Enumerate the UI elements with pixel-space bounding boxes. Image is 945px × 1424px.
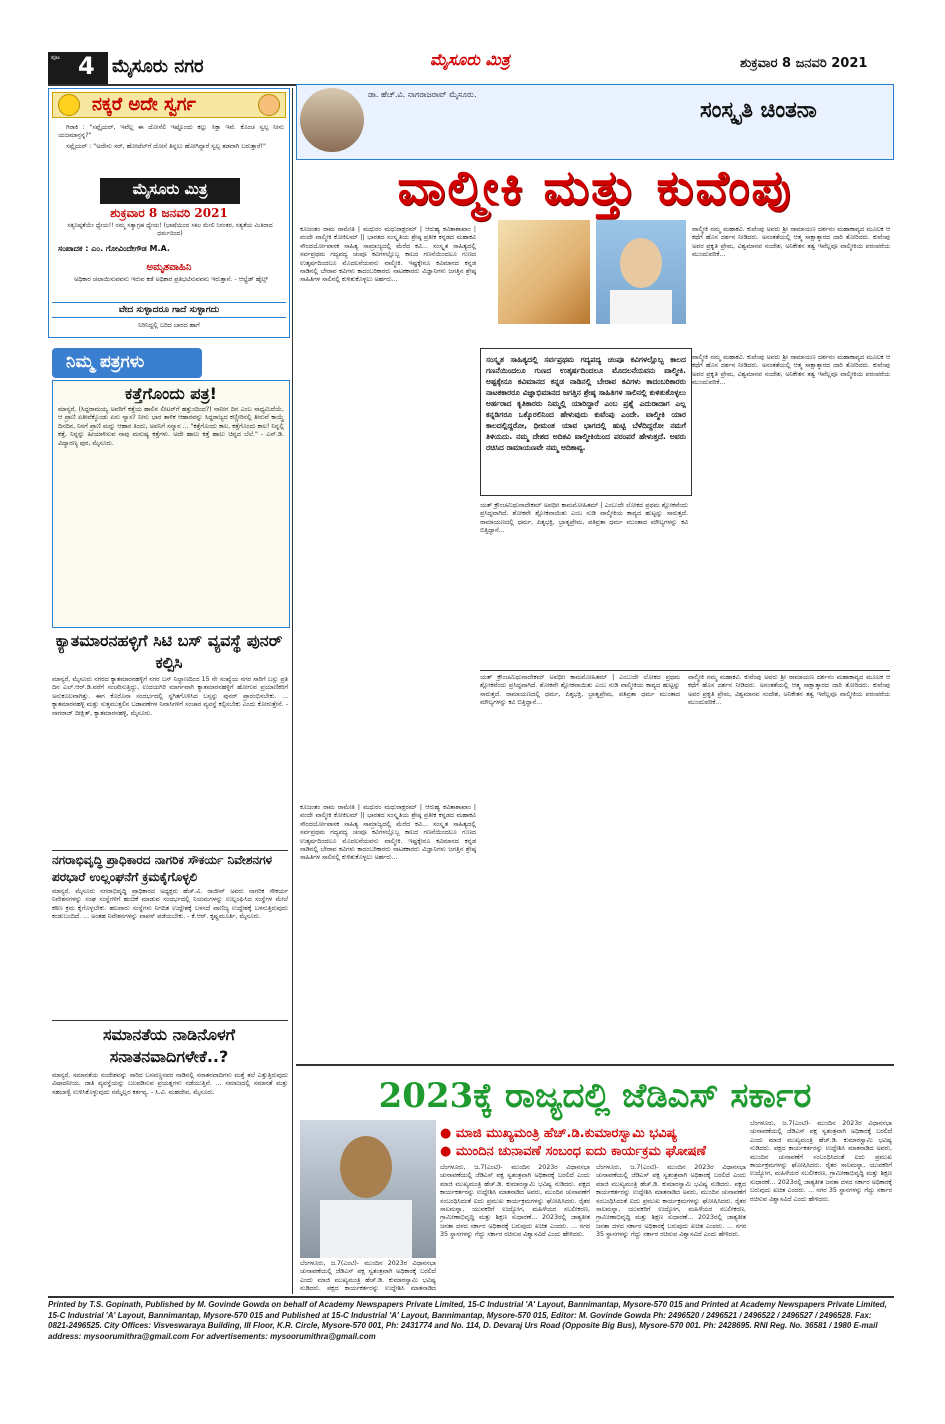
letter-title: ಕತ್ತೆಗೊಂದು ಪತ್ರ! — [125, 384, 217, 403]
issue-date: ಶುಕ್ರವಾರ 8 ಜನವರಿ 2021 — [740, 56, 868, 71]
letter-body: ಮಾನ್ಯರೆ, ಮೈಸೂರು ನಗರಾಭಿವೃದ್ಧಿ ಪ್ರಾಧಿಕಾರದ ಅಧ್ಯಕ್ಷರು ಹೆಚ್.ವಿ. ರಾಜೀವ್ ಅವರು ನಾಗರಿಕ ಸೌಕರ್ಯ ನಿವೇಶನಗಳನ್ನು ಸಂಘ ಸಂಸ್ಥೆಗಳಿಗೆ ಹಂಚಿಕೆ ಮಾಡುವ ಸಂದರ್ಭದಲ್ಲಿ ನಿಯಮಗಳನ್ನು ಉಲ್ಲಂಘಿಸಿದ ಸಂಸ್ಥೆಗಳ ಮೇಲೆ ಕಠಿಣ ಕ್ರಮ ಕೈಗೊಳ್ಳಬೇಕು. ಹಲವಾರು ಸಂಸ್ಥೆಗಳು ನಿಗದಿತ ಉದ್ದೇಶಕ್ಕೆ ಬಳಸದೆ ವಾಣಿಜ್ಯ ಉದ್ದೇಶಕ್ಕೆ ಬಳಸುತ್ತಿರುವುದು ಕಂಡುಬಂದಿದೆ. ... ಅಂತಹ ನಿವೇಶನಗಳನ್ನು ವಾಪಸ್ ಪಡೆಯಬೇಕು. - ಕೆ.ಆರ್. ಕೃಷ್ಣಮೂರ್ತಿ, ಮೈಸೂರು. — [52, 888, 288, 921]
page-label: ಪುಟ — [51, 54, 60, 61]
article-column-1-bottom: ಕೂಜಂತಂ ರಾಮ ರಾಮೇತಿ | ಮಧುರಂ ಮಧುರಾಕ್ಷರಮ್ | ಆರುಹ್ಯ ಕವಿತಾಶಾಖಾಂ | ವಂದೇ ವಾಲ್ಮೀಕಿ ಕೋಕಿಲಮ್ || ಭಾರತದ ಸಂಸ್ಕೃತಿಯ ಶ್ರೇಷ್ಠ ಪ್ರತೀಕ ಕನ್ನಡದ ಮಹಾಕವಿ ಸೌಂದರ್ಯೋಪಾಸಕ ಸಾಹಿತ್ಯ ಸಾಮ್ರಾಜ್ಯದಲ್ಲಿ ಮೆರೆದ ಕವಿ... ಸಂಸ್ಕೃತ ಸಾಹಿತ್ಯದಲ್ಲಿ ಸರ್ವಪ್ರಥಮ ಗದ್ಯಪದ್ಯ ಚಂಪೂ ಕವಿಗಳಲ್ಲೊಬ್ಬ ಕಾಲದ ಗಣನೆಯಿಂದಲೂ ಗುಣದ ಉತ್ಕರ್ಷದಿಂದಲೂ ಮೊದಲನೆಯವನು ವಾಲ್ಮೀಕಿ. ಇಷ್ಟಕ್ಕೇನೂ ಕವಿಮಾನದ ಕನ್ನಡ ನಾಡಿನಲ್ಲಿ ಬೇರಾವ ಕವಿಗಳು ಕಾದಂಬರಿಕಾರರು ನಾಟಕಕಾರರು ವಿಜ್ಞಾನಿಗಳು ಜಗತ್ತಿನ ಶ್ರೇಷ್ಠ ಸಾಹಿತಿಗಳ ಸಾಲಿನಲ್ಲಿ ಕುಳಿತುಕೊಳ್ಳಲು ಅರ್ಹರು... — [300, 804, 476, 862]
divider — [52, 850, 288, 851]
letter-body: ಮಾನ್ಯರೆ, ಸಮಾನತೆಯ ಸಂದೇಶವನ್ನು ಸಾರಿದ ಬಸವಣ್ಣನವರ ನಾಡಿನಲ್ಲಿ ಸನಾತನವಾದಿಗಳು ಮತ್ತೆ ತಲೆ ಎತ್ತುತ್ತಿರುವುದು ವಿಷಾದನೀಯ. ಜಾತಿ ವ್ಯವಸ್ಥೆಯನ್ನು ಬಲಪಡಿಸುವ ಪ್ರಯತ್ನಗಳು ನಡೆಯುತ್ತಿವೆ. ... ಸಮಾಜದಲ್ಲಿ ಸಮಾನತೆ ಮತ್ತು ಸಹಬಾಳ್ವೆ ಉಳಿಸಿಕೊಳ್ಳುವುದು ನಮ್ಮೆಲ್ಲರ ಕರ್ತವ್ಯ. - ಸಿ.ವಿ. ಮಹದೇವ, ಮೈಸೂರು. — [52, 1072, 288, 1096]
article-column-2: ಯತ್ ಕ್ರೌಂಚಮಿಥುನಾದೇಕಮ್ ಅವಧೀಃ ಕಾಮಮೋಹಿತಮ್ | ಎಂಬುದೇ ಲೋಕದ ಪ್ರಥಮ ಶ್ಲೋಕವೆಂದು ಪ್ರಸಿದ್ಧವಾಗಿದೆ. ಶೋಕವೇ ಶ್ಲೋಕವಾಯಿತು ಎಂಬ ನುಡಿ ವಾಲ್ಮೀಕಿಯ ಕಾವ್ಯದ ಹುಟ್ಟನ್ನು ಸಾರುತ್ತದೆ. ರಾಮಾಯಣದಲ್ಲಿ ಧರ್ಮ, ಪಿತೃಭಕ್ತಿ, ಭ್ರಾತೃಪ್ರೇಮ, ಪತಿವ್ರತಾ ಧರ್ಮ ಮುಂತಾದ ಮೌಲ್ಯಗಳನ್ನು ಕವಿ ಬಿತ್ತಿದ್ದಾನೆ... — [480, 674, 680, 707]
author-name: ಡಾ. ಹೆಚ್.ವಿ. ನಾಗರಾಜರಾವ್ ಮೈಸೂರು. — [368, 90, 477, 99]
article-column-3: ವಾಲ್ಮೀಕಿ ನಮ್ಮ ಮಹಾಕವಿ. ಕುವೆಂಪು ಅವರು ಶ್ರೀ ರಾಮಾಯಣ ದರ್ಶನಂ ಮಹಾಕಾವ್ಯದ ಮೂಲಕ ಆ ಕಥೆಗೆ ಹೊಸ ದರ್ಶನ ನೀಡಿದರು. ಅನಂತತೆಯಲ್ಲಿ ಆತ್ಮ ಸಾಕ್ಷಾತ್ಕಾರದ ದಾರಿ ತೋರಿದರು. ಕುವೆಂಪು ಅವರ ಪ್ರಕೃತಿ ಪ್ರೇಮ, ವಿಶ್ವಮಾನವ ಸಂದೇಶ, ಅನಿಕೇತನ ತತ್ವ ಇವೆಲ್ಲವೂ ವಾಲ್ಮೀಕಿಯ ಪರಂಪರೆಯ ಮುಂದುವರಿಕೆ... — [692, 354, 890, 387]
jds-column-0: ಬೆಂಗಳೂರು, ಜ.7(ಎಂಟಿ)- ಮುಂದಿನ 2023ರ ವಿಧಾನಸಭಾ ಚುನಾವಣೆಯಲ್ಲಿ ಜೆಡಿಎಸ್ ಪಕ್ಷ ಸ್ವತಂತ್ರವಾಗಿ ಅಧಿಕಾರಕ್ಕೆ ಬರಲಿದೆ ಎಂದು ಮಾಜಿ ಮುಖ್ಯಮಂತ್ರಿ ಹೆಚ್.ಡಿ. ಕುಮಾರಸ್ವಾಮಿ ಭವಿಷ್ಯ ನುಡಿದರು. ಪಕ್ಷದ ಕಾರ್ಯಕರ್ತರನ್ನು ಉದ್ದೇಶಿಸಿ ಮಾತನಾಡಿದ — [300, 1260, 436, 1293]
joke-line: ಸಪ್ಲೈಯರ್ : "ಅದೇನು ಸರ್, ಹೋಟೆಲ್‌ಗೆ ದೋಸೆ ತಿನ್ನಲು ಹೋಗಿದ್ದಾರೆ ಸ್ವಲ್ಪ ತಡವಾಗಿ ಬರುತ್ತಾರೆ!" — [66, 142, 266, 150]
article-column-2-top: ಯತ್ ಕ್ರೌಂಚಮಿಥುನಾದೇಕಮ್ ಅವಧೀಃ ಕಾಮಮೋಹಿತಮ್ | ಎಂಬುದೇ ಲೋಕದ ಪ್ರಥಮ ಶ್ಲೋಕವೆಂದು ಪ್ರಸಿದ್ಧವಾಗಿದೆ. ಶೋಕವೇ ಶ್ಲೋಕವಾಯಿತು ಎಂಬ ನುಡಿ ವಾಲ್ಮೀಕಿಯ ಕಾವ್ಯದ ಹುಟ್ಟನ್ನು ಸಾರುತ್ತದೆ. ರಾಮಾಯಣದಲ್ಲಿ ಧರ್ಮ, ಪಿತೃಭಕ್ತಿ, ಭ್ರಾತೃಪ್ರೇಮ, ಪತಿವ್ರತಾ ಧರ್ಮ ಮುಂತಾದ ಮೌಲ್ಯಗಳನ್ನು ಕವಿ ಬಿತ್ತಿದ್ದಾನೆ... — [480, 502, 688, 535]
logo-date: ಶುಕ್ರವಾರ 8 ಜನವರಿ 2021 — [110, 206, 228, 220]
cartoon-figure-icon — [258, 94, 280, 116]
article-column-4: ವಾಲ್ಮೀಕಿ ನಮ್ಮ ಮಹಾಕವಿ. ಕುವೆಂಪು ಅವರು ಶ್ರೀ ರಾಮಾಯಣ ದರ್ಶನಂ ಮಹಾಕಾವ್ಯದ ಮೂಲಕ ಆ ಕಥೆಗೆ ಹೊಸ ದರ್ಶನ ನೀಡಿದರು. ಅನಂತತೆಯಲ್ಲಿ ಆತ್ಮ ಸಾಕ್ಷಾತ್ಕಾರದ ದಾರಿ ತೋರಿದರು. ಕುವೆಂಪು ಅವರ ಪ್ರಕೃತಿ ಪ್ರೇಮ, ವಿಶ್ವಮಾನವ ಸಂದೇಶ, ಅನಿಕೇತನ ತತ್ವ ಇವೆಲ್ಲವೂ ವಾಲ್ಮೀಕಿಯ ಪರಂಪರೆಯ ಮುಂದುವರಿಕೆ... — [688, 674, 890, 707]
footer-rule — [48, 1296, 894, 1298]
author-photo — [300, 88, 364, 152]
jds-subhead-2: ● ಮುಂದಿನ ಚುನಾವಣೆ ಸಂಬಂಧ ಐದು ಕಾರ್ಯಕ್ರಮ ಘೋಷಣೆ — [440, 1144, 707, 1159]
article-column-3-top: ವಾಲ್ಮೀಕಿ ನಮ್ಮ ಮಹಾಕವಿ. ಕುವೆಂಪು ಅವರು ಶ್ರೀ ರಾಮಾಯಣ ದರ್ಶನಂ ಮಹಾಕಾವ್ಯದ ಮೂಲಕ ಆ ಕಥೆಗೆ ಹೊಸ ದರ್ಶನ ನೀಡಿದರು. ಅನಂತತೆಯಲ್ಲಿ ಆತ್ಮ ಸಾಕ್ಷಾತ್ಕಾರದ ದಾರಿ ತೋರಿದರು. ಕುವೆಂಪು ಅವರ ಪ್ರಕೃತಿ ಪ್ರೇಮ, ವಿಶ್ವಮಾನವ ಸಂದೇಶ, ಅನಿಕೇತನ ತತ್ವ ಇವೆಲ್ಲವೂ ವಾಲ್ಮೀಕಿಯ ಪರಂಪರೆಯ ಮುಂದುವರಿಕೆ... — [692, 226, 890, 259]
joke-line: ಗಿರಾಕಿ : "ಸಪ್ಲೈಯರ್, ಇವೆಲ್ಲ ಈ ದೋಸೆಲಿ ಇಷ್ಟೊಂದು ಕಲ್ಲು ಸಿಕ್ತಾ ಇವೆ. ಕೊಂಚ ಸ್ವಲ್ಪ ನೀನು ಯಜಮಾನ್ರನ್ನ?" — [58, 124, 284, 140]
imprint-footer: Printed by T.S. Gopinath, Published by M. Govinde Gowda on behalf of Academy Newspapers Private Limited, 15-C Industrial 'A' Layout, Bannimantap, Mysore-570 015 and Printed at Academy Newspapers Private Limited, 15-C Industrial 'A' Layout, Bannimantap, Mysore-570 015 and Published at 15-C Industrial 'A' Layout, Bannimantap, Mysore-570 015, Editor: M. Govinde Gowda Ph: 2496520 / 2496521 / 2496522 / 2496527 / 2496528. Fax: 0821-2496525. City Offices: Visveswaraya Building, III Floor, K.R. Circle, Mysore-570 001, Ph: 2431774 and No. 114, D. Devaraj Urs Road (Opposite Big Bus), Mysore-570 001. Ph: 2428695. RNI Reg. No. 36581 / 1980 E-mail address: mysoorumithra@gmail.com For advertisements: mysoorumithra@gmail.com — [48, 1300, 887, 1341]
proverb-text: ನಿರಿನಿದ್ದಲ್ಲಿ ಬರಿದ ಬಾರದ ಹಾಗೆ — [138, 322, 200, 329]
letter-title: ನಗರಾಭಿವೃದ್ಧಿ ಪ್ರಾಧಿಕಾರದ ನಾಗರಿಕ ಸೌಕರ್ಯ ನಿವೇಶನಗಳ ಪರಭಾರೆ ಉಲ್ಲಂಘನೆಗೆ ಕ್ರಮಕೈಗೊಳ್ಳಲಿ — [52, 853, 273, 884]
jds-column-3: ಬೆಂಗಳೂರು, ಜ.7(ಎಂಟಿ)- ಮುಂದಿನ 2023ರ ವಿಧಾನಸಭಾ ಚುನಾವಣೆಯಲ್ಲಿ ಜೆಡಿಎಸ್ ಪಕ್ಷ ಸ್ವತಂತ್ರವಾಗಿ ಅಧಿಕಾರಕ್ಕೆ ಬರಲಿದೆ ಎಂದು ಮಾಜಿ ಮುಖ್ಯಮಂತ್ರಿ ಹೆಚ್.ಡಿ. ಕುಮಾರಸ್ವಾಮಿ ಭವಿಷ್ಯ ನುಡಿದರು. ಪಕ್ಷದ ಕಾರ್ಯಕರ್ತರನ್ನು ಉದ್ದೇಶಿಸಿ ಮಾತನಾಡಿದ ಅವರು, ಮುಂದಿನ ಚುನಾವಣೆಗೆ ಸಂಬಂಧಿಸಿದಂತೆ ಐದು ಪ್ರಮುಖ ಕಾರ್ಯಕ್ರಮಗಳನ್ನು ಘೋಷಿಸಿದರು. ರೈತರ ಸಾಲಮನ್ನಾ, ಯುವಕರಿಗೆ ಉದ್ಯೋಗ, ಮಹಿಳೆಯರ ಸಬಲೀಕರಣ, ಗ್ರಾಮೀಣಾಭಿವೃದ್ಧಿ ಮತ್ತು ಶಿಕ್ಷಣ ಸುಧಾರಣೆ... 2023ರಲ್ಲಿ ಜಾತ್ಯತೀತ ಜನತಾ ದಳದ ಸರ್ಕಾರ ಅಧಿಕಾರಕ್ಕೆ ಬರುವುದು ಖಚಿತ ಎಂದರು. ... ನಗರ 35 ಸ್ಥಾನಗಳನ್ನು ಗೆದ್ದು ಸರ್ಕಾರ ರಚಿಸುವ ವಿಶ್ವಾಸವಿದೆ ಎಂದು ಹೇಳಿದರು. — [750, 1120, 892, 1203]
letters-title: ನಿಮ್ಮ ಪತ್ರಗಳು — [66, 352, 145, 372]
article-column-1: ಕೂಜಂತಂ ರಾಮ ರಾಮೇತಿ | ಮಧುರಂ ಮಧುರಾಕ್ಷರಮ್ | ಆರುಹ್ಯ ಕವಿತಾಶಾಖಾಂ | ವಂದೇ ವಾಲ್ಮೀಕಿ ಕೋಕಿಲಮ್ || ಭಾರತದ ಸಂಸ್ಕೃತಿಯ ಶ್ರೇಷ್ಠ ಪ್ರತೀಕ ಕನ್ನಡದ ಮಹಾಕವಿ ಸೌಂದರ್ಯೋಪಾಸಕ ಸಾಹಿತ್ಯ ಸಾಮ್ರಾಜ್ಯದಲ್ಲಿ ಮೆರೆದ ಕವಿ... ಸಂಸ್ಕೃತ ಸಾಹಿತ್ಯದಲ್ಲಿ ಸರ್ವಪ್ರಥಮ ಗದ್ಯಪದ್ಯ ಚಂಪೂ ಕವಿಗಳಲ್ಲೊಬ್ಬ ಕಾಲದ ಗಣನೆಯಿಂದಲೂ ಗುಣದ ಉತ್ಕರ್ಷದಿಂದಲೂ ಮೊದಲನೆಯವನು ವಾಲ್ಮೀಕಿ. ಇಷ್ಟಕ್ಕೇನೂ ಕವಿಮಾನದ ಕನ್ನಡ ನಾಡಿನಲ್ಲಿ ಬೇರಾವ ಕವಿಗಳು ಕಾದಂಬರಿಕಾರರು ನಾಟಕಕಾರರು ವಿಜ್ಞಾನಿಗಳು ಜಗತ್ತಿನ ಶ್ರೇಷ್ಠ ಸಾಹಿತಿಗಳ ಸಾಲಿನಲ್ಲಿ ಕುಳಿತುಕೊಳ್ಳಲು ಅರ್ಹರು... — [300, 226, 476, 284]
kuvempu-portrait — [596, 220, 686, 324]
jds-subhead-text: ಮಾಜಿ ಮುಖ್ಯಮಂತ್ರಿ ಹೆಚ್.ಡಿ.ಕುಮಾರಸ್ವಾಮಿ ಭವಿಷ್ಯ — [455, 1126, 678, 1141]
letter-title: ಕ್ಯಾತಮಾರನಹಳ್ಳಿಗೆ ಸಿಟಿ ಬಸ್ ವ್ಯವಸ್ಥೆ ಪುನರ್ ಕಲ್ಪಿಸಿ — [55, 631, 283, 672]
jds-column-1: ಬೆಂಗಳೂರು, ಜ.7(ಎಂಟಿ)- ಮುಂದಿನ 2023ರ ವಿಧಾನಸಭಾ ಚುನಾವಣೆಯಲ್ಲಿ ಜೆಡಿಎಸ್ ಪಕ್ಷ ಸ್ವತಂತ್ರವಾಗಿ ಅಧಿಕಾರಕ್ಕೆ ಬರಲಿದೆ ಎಂದು ಮಾಜಿ ಮುಖ್ಯಮಂತ್ರಿ ಹೆಚ್.ಡಿ. ಕುಮಾರಸ್ವಾಮಿ ಭವಿಷ್ಯ ನುಡಿದರು. ಪಕ್ಷದ ಕಾರ್ಯಕರ್ತರನ್ನು ಉದ್ದೇಶಿಸಿ ಮಾತನಾಡಿದ ಅವರು, ಮುಂದಿನ ಚುನಾವಣೆಗೆ ಸಂಬಂಧಿಸಿದಂತೆ ಐದು ಪ್ರಮುಖ ಕಾರ್ಯಕ್ರಮಗಳನ್ನು ಘೋಷಿಸಿದರು. ರೈತರ ಸಾಲಮನ್ನಾ, ಯುವಕರಿಗೆ ಉದ್ಯೋಗ, ಮಹಿಳೆಯರ ಸಬಲೀಕರಣ, ಗ್ರಾಮೀಣಾಭಿವೃದ್ಧಿ ಮತ್ತು ಶಿಕ್ಷಣ ಸುಧಾರಣೆ... 2023ರಲ್ಲಿ ಜಾತ್ಯತೀತ ಜನತಾ ದಳದ ಸರ್ಕಾರ ಅಧಿಕಾರಕ್ಕೆ ಬರುವುದು ಖಚಿತ ಎಂದರು. ... ನಗರ 35 ಸ್ಥಾನಗಳನ್ನು ಗೆದ್ದು ಸರ್ಕಾರ ರಚಿಸುವ ವಿಶ್ವಾಸವಿದೆ ಎಂದು ಹೇಳಿದರು. — [440, 1164, 590, 1239]
divider — [480, 670, 890, 671]
kumaraswamy-photo — [300, 1120, 436, 1258]
jds-subhead-text: ಮುಂದಿನ ಚುನಾವಣೆ ಸಂಬಂಧ ಐದು ಕಾರ್ಯಕ್ರಮ ಘೋಷಣೆ — [455, 1144, 707, 1159]
laughing-face-icon — [58, 94, 80, 116]
joke-text — [58, 124, 284, 174]
column-name: ಸಂಸ್ಕೃತಿ ಚಿಂತನಾ — [700, 98, 817, 123]
amrutha-text: ಅಧಿಕಾರ ಚಲಾಯಿಸುವವನು ಇರುವ ಕಡೆ ಅಧಿಕಾರ ಪ್ರತಿಭಟಿಸುವವನು ಇರುತ್ತಾನೆ. - ಆಲ್ಫ್ರೆಡ್ ಹೈಲ್ಸ್ — [74, 276, 268, 283]
section-name: ಮೈಸೂರು ನಗರ — [112, 56, 204, 77]
letter-title: ಸಮಾನತೆಯ ನಾಡಿನೊಳಗೆ ಸನಾತನವಾದಿಗಳೇಕೆ..? — [103, 1025, 235, 1066]
page-number-box — [48, 52, 108, 84]
section-rule — [296, 1064, 894, 1066]
newspaper-brand: ಮೈಸೂರು ಮಿತ್ರ — [430, 50, 510, 69]
page-number: 4 — [78, 52, 95, 80]
tagline: ಸತ್ಯನಿಷ್ಠತೆಯೇ ಧ್ಯೇಯ!! ನಮ್ಮ ಸತ್ಯಾಗ್ರಹ ಧ್ಯೇಯ! (ಭಾಷೆಯಿಂದ ಸಕಲ ಮೇಲಿ ನಿರಂತರ, ಸತ್ಯತೆಯ ಮಿತಿರಾದ ಧರ್ಮದಿಂದ) — [67, 222, 273, 238]
divider — [52, 1020, 288, 1021]
amrutha-title: ಅಮೃತವಾಹಿನಿ — [146, 262, 192, 273]
letter-body: ಮಾನ್ಯರೆ, ಮೈಸೂರು ನಗರದ ಕ್ಯಾತಮಾರನಹಳ್ಳಿಗೆ ನಗರ ಬಸ್ ನಿಲ್ದಾಣದಿಂದ 15 ನೇ ಸಂಖ್ಯೆಯ ನಗರ ಸಾರಿಗೆ ಬಸ್ಸು ಪ್ರತಿ ದಿನ ಎಲ್.ಆರ್.ಡಿ.ವರೆಗೆ ಸಂಚರಿಸುತ್ತಿದ್ದು, ಉದಯಗಿರಿ ಮಾರ್ಗವಾಗಿ ಕ್ಯಾತಮಾರನಹಳ್ಳಿಗೆ ಹೋಗುವ ಪ್ರಯಾಣಿಕರಿಗೆ ಅನುಕೂಲವಾಗಿತ್ತು. ಈಗ ಕೊರೊನಾ ಸಂದರ್ಭದಲ್ಲಿ ಸ್ಥಗಿತಗೊಳಿಸಿದ ಬಸ್ಸನ್ನು ಪುನರ್ ಪ್ರಾರಂಭಿಸಬೇಕು. ... ಕ್ಯಾತಮಾರನಹಳ್ಳಿ ಮತ್ತು ಸುತ್ತಮುತ್ತಲಿನ ಬಡಾವಣೆಗಳ ನಿವಾಸಿಗಳಿಗೆ ಸಂಚಾರ ವ್ಯವಸ್ಥೆ ಕಲ್ಪಿಸಬೇಕು ಎಂದು ಕೋರುತ್ತೇನೆ. - ನಾಗರಾಜ್ ದೀಕ್ಷಿತ್, ಕ್ಯಾತಮಾರನಹಳ್ಳಿ, ಮೈಸೂರು. — [52, 676, 288, 717]
article-title: ವಾಲ್ಮೀಕಿ ಮತ್ತು ಕುವೆಂಪು — [397, 160, 793, 216]
jds-column-2: ಬೆಂಗಳೂರು, ಜ.7(ಎಂಟಿ)- ಮುಂದಿನ 2023ರ ವಿಧಾನಸಭಾ ಚುನಾವಣೆಯಲ್ಲಿ ಜೆಡಿಎಸ್ ಪಕ್ಷ ಸ್ವತಂತ್ರವಾಗಿ ಅಧಿಕಾರಕ್ಕೆ ಬರಲಿದೆ ಎಂದು ಮಾಜಿ ಮುಖ್ಯಮಂತ್ರಿ ಹೆಚ್.ಡಿ. ಕುಮಾರಸ್ವಾಮಿ ಭವಿಷ್ಯ ನುಡಿದರು. ಪಕ್ಷದ ಕಾರ್ಯಕರ್ತರನ್ನು ಉದ್ದೇಶಿಸಿ ಮಾತನಾಡಿದ ಅವರು, ಮುಂದಿನ ಚುನಾವಣೆಗೆ ಸಂಬಂಧಿಸಿದಂತೆ ಐದು ಪ್ರಮುಖ ಕಾರ್ಯಕ್ರಮಗಳನ್ನು ಘೋಷಿಸಿದರು. ರೈತರ ಸಾಲಮನ್ನಾ, ಯುವಕರಿಗೆ ಉದ್ಯೋಗ, ಮಹಿಳೆಯರ ಸಬಲೀಕರಣ, ಗ್ರಾಮೀಣಾಭಿವೃದ್ಧಿ ಮತ್ತು ಶಿಕ್ಷಣ ಸುಧಾರಣೆ... 2023ರಲ್ಲಿ ಜಾತ್ಯತೀತ ಜನತಾ ದಳದ ಸರ್ಕಾರ ಅಧಿಕಾರಕ್ಕೆ ಬರುವುದು ಖಚಿತ ಎಂದರು. ... ನಗರ 35 ಸ್ಥಾನಗಳನ್ನು ಗೆದ್ದು ಸರ್ಕಾರ ರಚಿಸುವ ವಿಶ್ವಾಸವಿದೆ ಎಂದು ಹೇಳಿದರು. — [596, 1164, 746, 1239]
proverb-title: ವೇದ ಸುಳ್ಳಾದರೂ ಗಾದೆ ಸುಳ್ಳಾಗದು — [118, 305, 220, 315]
valmiki-illustration — [498, 220, 590, 324]
pull-quote: ಸಂಸ್ಕೃತ ಸಾಹಿತ್ಯದಲ್ಲಿ ಸರ್ವಪ್ರಥಮ ಗದ್ಯಪದ್ಯ ಚಂಪೂ ಕವಿಗಳಲ್ಲೊಬ್ಬ ಕಾಲದ ಗಣನೆಯಿಂದಲೂ ಗುಣದ ಉತ್ಕರ್ಷದಿಂದಲೂ ಮೊದಲನೆಯವನು ವಾಲ್ಮೀಕಿ. ಅಷ್ಟಕ್ಕೇನೂ ಕವಿಮಾನದ ಕನ್ನಡ ನಾಡಿನಲ್ಲಿ ಬೇರಾವ ಕವಿಗಳು ಕಾದಂಬರಿಕಾರರು ನಾಟಕಕಾರರೂ ವಿಜ್ಞಾಭಿಮಾನದ ಜಗತ್ತಿನ ಶ್ರೇಷ್ಠ ಸಾಹಿತಿಗಳ ಸಾಲಿನಲ್ಲಿ ಕುಳಿತುಕೊಳ್ಳಲು ಅರ್ಹರಾದ ಕೃತಿಕಾರರು ನಿಮ್ಮಲ್ಲಿ ಯಾರಿದ್ದಾರೆ ಎಂಬ ಪ್ರಶ್ನೆ ಎದುರಾದಾಗ ಎಲ್ಲ ಕನ್ನಡಿಗರೂ ಒಕ್ಕೊರಲಿನಿಂದ ಹೇಳುವುದು ಕುವೆಂಪು ಎಂದೇ. ವಾಲ್ಮೀಕಿ ಯಾರ ಕಾಲದಲ್ಲಿದ್ದರೋ, ಧೀಮಂತ ಯಾವ ಭಾಗದಲ್ಲಿ ಹುಟ್ಟಿ ಬೆಳೆದಿದ್ದರೋ ನಮಗೆ ತಿಳಿಯದು. ನಮ್ಮ ದೇಶದ ಅದಿಕವಿ ವಾಲ್ಮೀಕಿಯಿಂದ ಪರಂಪರೆ ಹೇಳುತ್ತದೆ. ಅವರು ರಚಿಸಿದ ರಾಮಾಯಣವೇ ನಮ್ಮ ಆದಿಕಾವ್ಯ. — [486, 355, 686, 452]
column-divider — [292, 88, 293, 1294]
jds-subhead-1: ● ಮಾಜಿ ಮುಖ್ಯಮಂತ್ರಿ ಹೆಚ್.ಡಿ.ಕುಮಾರಸ್ವಾಮಿ ಭವಿಷ್ಯ — [440, 1126, 678, 1141]
editor-line: ಸಂಪಾದಕ : ಎಂ. ಗೋವಿಂದೇಗೌಡ M.A. — [58, 244, 170, 253]
jds-headline: 2023ಕ್ಕೆ ರಾಜ್ಯದಲ್ಲಿ ಜೆಡಿಎಸ್ ಸರ್ಕಾರ — [378, 1076, 812, 1116]
letter-body: ಮಾನ್ಯರೆ, (ಸಿದ್ದರಾಮಯ್ಯ ಅವರಿಗೆ ಕತ್ತೆಯ ಹಾಲಿನ ಲೀಟರ್‌ಗೆ ಹತ್ತುಂದಿಂದ?) ನಾನೀಗ ದಿನ ಎಂಬ ಸಾಧ್ಯಮಿದೆಯೆ, ಆ ಪ್ರಾಣಿ ಏತೀವೆಕ್ಕೊಂಡು ಏನು ನ್ಯಾಸ? ನೀನು ಭಾರ ತಾಳಿಕ ಆಹಾರವನ್ನು ಸಿದ್ಧರಾಜ್ಯದ ಕಣ್ಣೀರಿನಲ್ಲಿ ತೀರುವೆ ಕಾಯ್ತ್ರೆ ದಿನದಿನ, ನಿನಗೆ ಪ್ರಾಣಿ ಮನ್ನು ಆಹಾರ ತಿಂದು, ಅವನಿಗೆ ಸನ್ಮಾನ ... "ಕತ್ತೆಗೊಂದು ಕಾಲ, ಕತ್ತೆಗೊಂದು ಕಾಲ! ನಿನ್ನಲ್ಲಿ ಕತ್ತೆ, ನಿನ್ನನ್ನು ಹೀಯಾಳಿಸುವ ನಾವು ಮನುಷ್ಯ ಕತ್ತೆಗಳು. ಅದೇ ಹಾಲು ಕತ್ತೆ ಹಾಲು ಚಿನ್ನದ ಬೆಲೆ." - ಎನ್.ಡಿ. ವಿದ್ಯಾರಣ್ಯ ಪುರ, ಮೈಸೂರು. — [58, 406, 284, 447]
joke-title: ನಕ್ಕರೆ ಅದೇ ಸ್ವರ್ಗ — [92, 94, 196, 115]
newspaper-logo: ಮೈಸೂರು ಮಿತ್ರ — [132, 180, 208, 198]
